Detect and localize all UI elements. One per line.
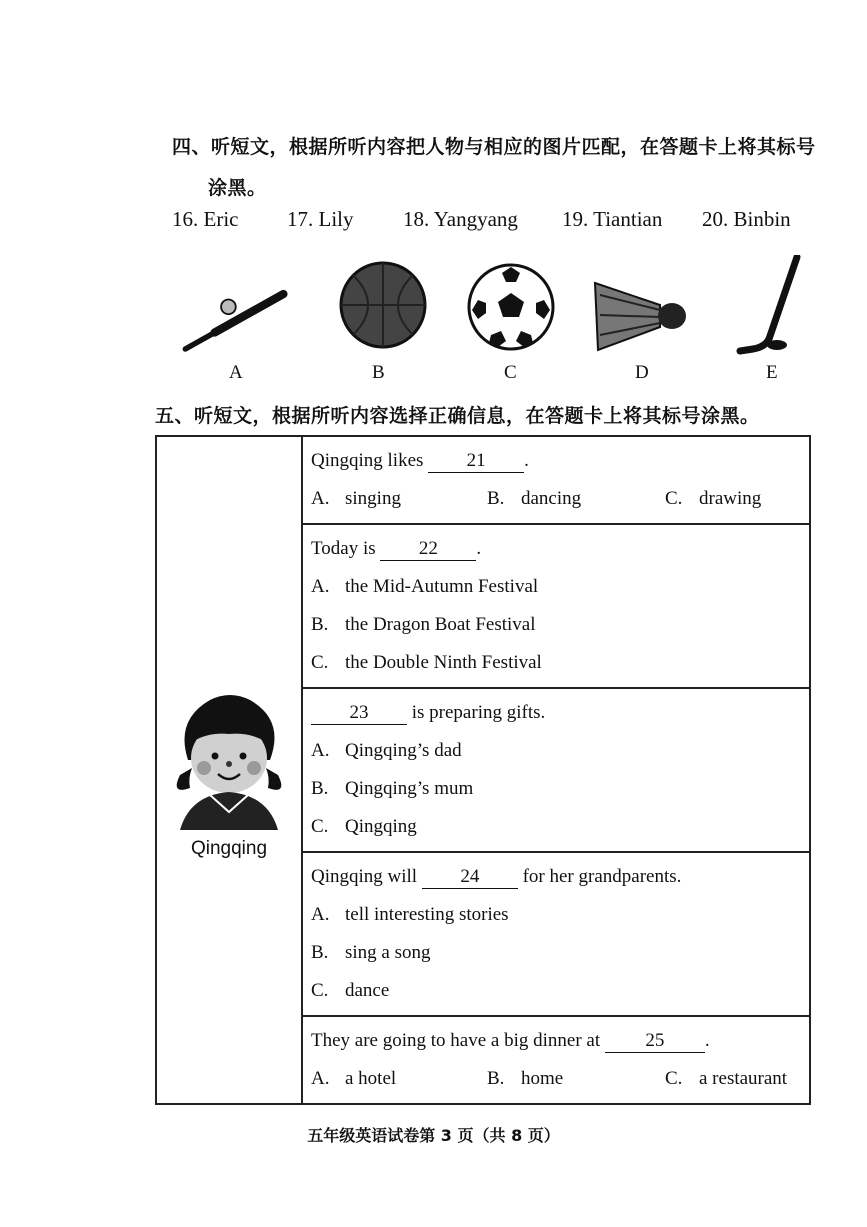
blank-24: 24: [422, 866, 518, 889]
option-24-a: tell interesting stories: [345, 904, 509, 925]
picture-label-d: D: [635, 362, 649, 383]
option-23-b: Qingqing’s mum: [345, 778, 474, 799]
option-22-c: the Double Ninth Festival: [345, 652, 542, 673]
name-16: 16. Eric: [172, 207, 239, 231]
option-21-c: drawing: [699, 488, 762, 509]
question-25: They are going to have a big dinner at 25 . A. a hotel B. home C. a restaurant: [302, 1016, 810, 1104]
name-20: 20. Binbin: [702, 207, 791, 231]
baseball-bat-icon: [178, 255, 288, 355]
option-22-a: the Mid-Autumn Festival: [345, 576, 539, 597]
option-21-b: dancing: [521, 488, 582, 509]
question-table: [155, 435, 811, 1105]
hockey-stick-icon: [735, 255, 845, 355]
option-24-c: dance: [345, 980, 390, 1001]
name-17: 17. Lily: [287, 207, 354, 231]
question-22: Today is 22 . A. the Mid-Autumn Festival B. the Dragon Boat Festival C. the Double Ninth Festival: [302, 524, 810, 688]
character-name: Qingqing: [190, 838, 268, 859]
question-21: Qingqing likes 21 . A. singing B. dancing C. drawing: [302, 436, 810, 524]
picture-label-b: B: [372, 362, 385, 383]
shuttlecock-icon: [590, 255, 700, 355]
blank-22: 22: [380, 538, 476, 561]
question-24: Qingqing will 24 for her grandparents. A. tell interesting stories B. sing a song C. dance: [302, 852, 810, 1016]
girl-avatar-icon: [170, 680, 288, 830]
blank-25: 25: [605, 1030, 705, 1053]
option-21-a: singing: [345, 488, 401, 509]
name-18: 18. Yangyang: [403, 207, 518, 231]
section4-heading-cont: 涂黑。: [208, 177, 267, 199]
page-footer: 五年级英语试卷第 3 页（共 8 页）: [307, 1126, 560, 1145]
option-23-c: Qingqing: [345, 816, 417, 837]
option-25-c: a restaurant: [699, 1068, 788, 1089]
option-25-b: home: [521, 1068, 564, 1089]
option-24-b: sing a song: [345, 942, 431, 963]
section4-heading: 四、听短文，根据所听内容把人物与相应的图片匹配，在答题卡上将其标号: [172, 136, 816, 158]
option-23-a: Qingqing’s dad: [345, 740, 462, 761]
picture-label-a: A: [229, 362, 243, 383]
blank-23: 23: [311, 702, 407, 725]
option-22-b: the Dragon Boat Festival: [345, 614, 536, 635]
picture-label-e: E: [766, 362, 778, 383]
blank-21: 21: [428, 450, 524, 473]
soccer-ball-icon: [456, 255, 566, 355]
section5-heading: 五、听短文，根据所听内容选择正确信息，在答题卡上将其标号涂黑。: [155, 405, 760, 427]
basketball-icon: [328, 255, 438, 355]
character-cell: [156, 436, 302, 1104]
option-25-a: a hotel: [345, 1068, 397, 1089]
picture-label-c: C: [504, 362, 517, 383]
question-23: 23 is preparing gifts. A. Qingqing’s dad B. Qingqing’s mum C. Qingqing: [302, 688, 810, 852]
name-19: 19. Tiantian: [562, 207, 663, 231]
